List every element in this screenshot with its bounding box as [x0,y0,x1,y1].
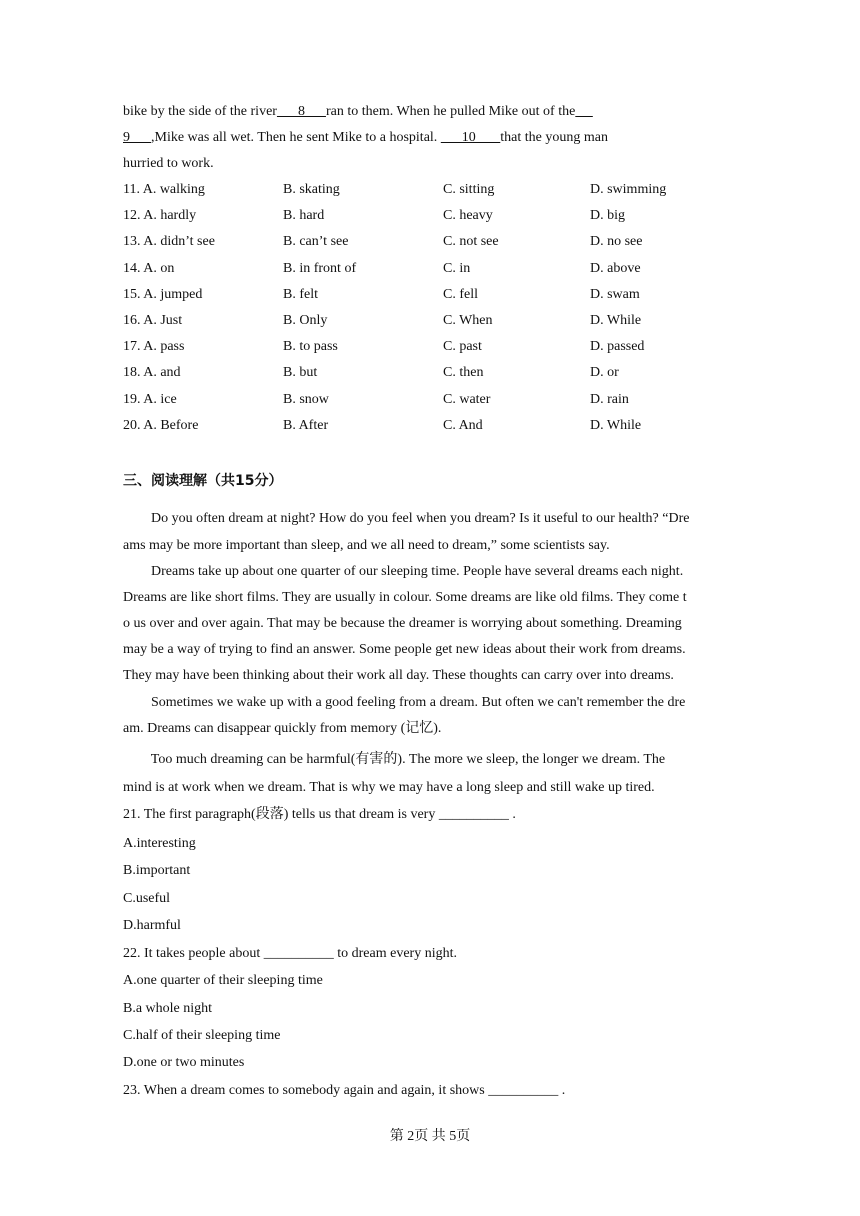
option-row [123,181,743,199]
option-d: D. or [590,365,619,381]
passage-line: They may have been thinking about their work all day. These thoughts can carry over into dreams. [123,668,674,683]
answer-choice[interactable]: B.important [123,863,191,878]
option-c: C. not see [443,234,499,250]
answer-choice[interactable]: C.half of their sleeping time [123,1028,281,1043]
cloze-text: bike by the side of the river [123,104,277,119]
option-row [123,260,743,278]
option-d: D. above [590,260,641,276]
question-stem: 21. The first paragraph(段落) tells us that dream is very __________ . [123,807,516,822]
option-row [123,207,743,225]
option-a: 18. A. and [123,365,181,381]
blank-10: 10 [440,130,501,145]
option-row [123,233,743,251]
option-row [123,286,743,304]
option-c: C. When [443,313,493,328]
option-b: B. felt [283,286,318,302]
passage-line: Dreams take up about one quarter of our sleeping time. People have several dreams each night. [123,564,684,579]
option-d: D. swam [590,286,640,302]
passage-line: ams may be more important than sleep, and we all need to dream,” some scientists say. [123,538,610,553]
cloze-text: ,Mike was all wet. Then he sent Mike to a hospital. [151,130,441,145]
page-footer: 第 2页 共 5页 [389,1129,471,1144]
option-b: B. can’t see [283,234,349,250]
option-a: 19. A. ice [123,391,177,407]
option-d: D. rain [590,391,629,407]
question-stem: 22. It takes people about __________ to dream every night. [123,946,457,961]
passage-line: Too much dreaming can be harmful(有害的). The more we sleep, the longer we dream. The [123,752,666,767]
option-b: B. After [283,417,329,433]
option-b: B. Only [283,313,328,328]
passage-line: may be a way of trying to find an answer. Some people get new ideas about their work from dreams. [123,642,686,657]
option-row [123,312,743,330]
option-d: D. big [590,208,625,224]
option-a: 13. A. didn’t see [123,234,215,250]
option-c: C. water [443,391,491,407]
option-a: 17. A. pass [123,339,185,355]
option-row [123,391,743,409]
question-stem: 23. When a dream comes to somebody again and again, it shows __________ . [123,1083,566,1098]
answer-choice[interactable]: D.harmful [123,918,181,933]
option-c: C. And [443,417,483,433]
option-d: D. no see [590,234,643,250]
answer-choice[interactable]: B.a whole night [123,1001,213,1016]
blank-9: 9 [123,130,151,145]
option-d: D. While [590,313,642,328]
answer-choice[interactable]: D.one or two minutes [123,1055,245,1070]
option-b: B. but [283,365,318,381]
answer-choice[interactable]: A.interesting [123,836,196,851]
option-b: B. snow [283,391,329,407]
passage-line: mind is at work when we dream. That is why we may have a long sleep and still wake up tired. [123,780,655,795]
cloze-line-3: hurried to work. [123,156,214,171]
option-d: D. swimming [590,182,667,197]
answer-choice[interactable]: C.useful [123,891,171,906]
cloze-text: that the young man [500,130,608,145]
option-a: 15. A. jumped [123,286,203,302]
section-title: 三、阅读理解（共15分） [123,473,283,489]
option-a: 11. A. walking [123,182,205,197]
passage-line: am. Dreams can disappear quickly from memory (记忆). [123,721,442,736]
option-row [123,364,743,382]
option-c: C. then [443,365,484,381]
passage-line: Sometimes we wake up with a good feeling from a dream. But often we can't remember the dre [123,695,686,710]
option-row [123,417,743,435]
option-a: 14. A. on [123,260,175,276]
option-b: B. in front of [283,260,357,276]
option-b: B. to pass [283,339,338,355]
cloze-line-2 [123,129,608,147]
option-b: B. hard [283,208,325,224]
passage-line: o us over and over again. That may be because the dreamer is worrying about something. Dreaming [123,616,682,631]
passage-line: Do you often dream at night? How do you feel when you dream? Is it useful to our health? “Dre [123,511,690,526]
cloze-text: ran to them. When he pulled Mike out of the [325,104,576,119]
option-a: 16. A. Just [123,313,183,328]
option-d: D. passed [590,339,645,355]
cloze-line-1 [123,103,593,121]
option-row [123,338,743,356]
option-b: B. skating [283,182,340,197]
option-c: C. heavy [443,208,493,224]
blank-8: 8 [276,104,326,119]
option-c: C. sitting [443,182,495,197]
option-a: 12. A. hardly [123,208,197,224]
answer-choice[interactable]: A.one quarter of their sleeping time [123,973,323,988]
option-a: 20. A. Before [123,417,199,433]
blank-9-start [575,104,593,119]
option-d: D. While [590,417,642,433]
option-c: C. past [443,339,482,355]
option-c: C. in [443,260,471,276]
option-c: C. fell [443,286,478,302]
passage-line: Dreams are like short films. They are usually in colour. Some dreams are like old films. They come t [123,590,687,605]
